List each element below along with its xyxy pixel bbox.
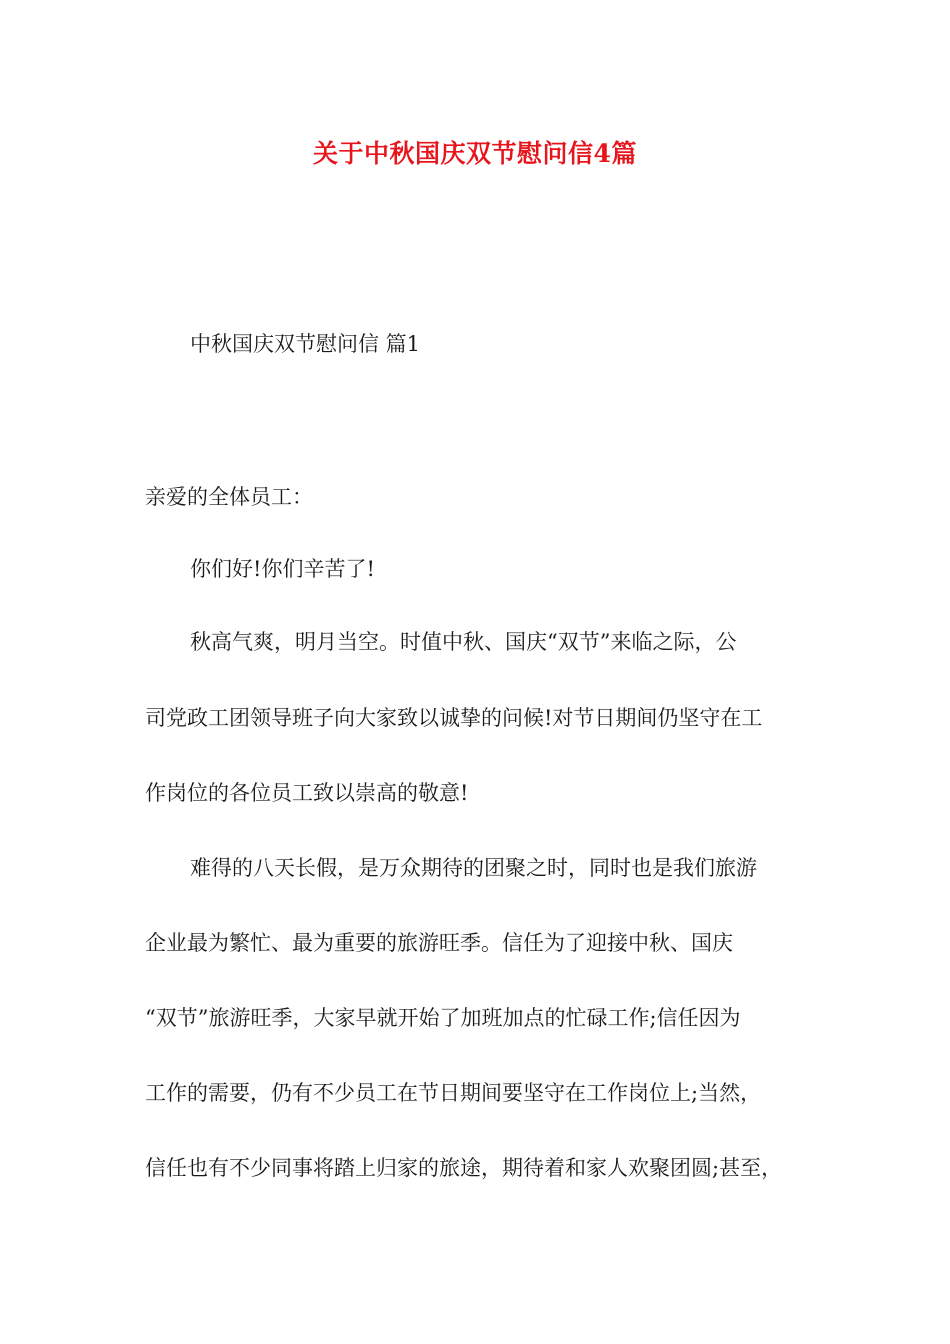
body-line-1: 你们好!你们辛苦了! bbox=[190, 557, 375, 581]
section-heading: 中秋国庆双节慰问信 篇1 bbox=[190, 332, 421, 356]
body-line-8: 工作的需要，仍有不少员工在节日期间要坚守在工作岗位上;当然， bbox=[145, 1081, 762, 1105]
letter-greeting: 亲爱的全体员工： bbox=[145, 485, 313, 509]
body-line-6: 企业最为繁忙、最为重要的旅游旺季。信任为了迎接中秋、国庆 bbox=[145, 931, 733, 955]
body-line-7: “双节”旅游旺季，大家早就开始了加班加点的忙碌工作;信任因为 bbox=[145, 1006, 741, 1030]
document-title: 关于中秋国庆双节慰问信4篇 bbox=[313, 139, 637, 168]
body-line-2: 秋高气爽，明月当空。时值中秋、国庆“双节”来临之际，公 bbox=[190, 630, 737, 654]
body-line-5: 难得的八天长假，是万众期待的团聚之时，同时也是我们旅游 bbox=[190, 856, 757, 880]
body-line-3: 司党政工团领导班子向大家致以诚挚的问候!对节日期间仍坚守在工 bbox=[145, 706, 763, 730]
body-line-4: 作岗位的各位员工致以崇高的敬意! bbox=[145, 781, 469, 805]
body-line-9: 信任也有不少同事将踏上归家的旅途，期待着和家人欢聚团圆;甚至， bbox=[145, 1156, 783, 1180]
